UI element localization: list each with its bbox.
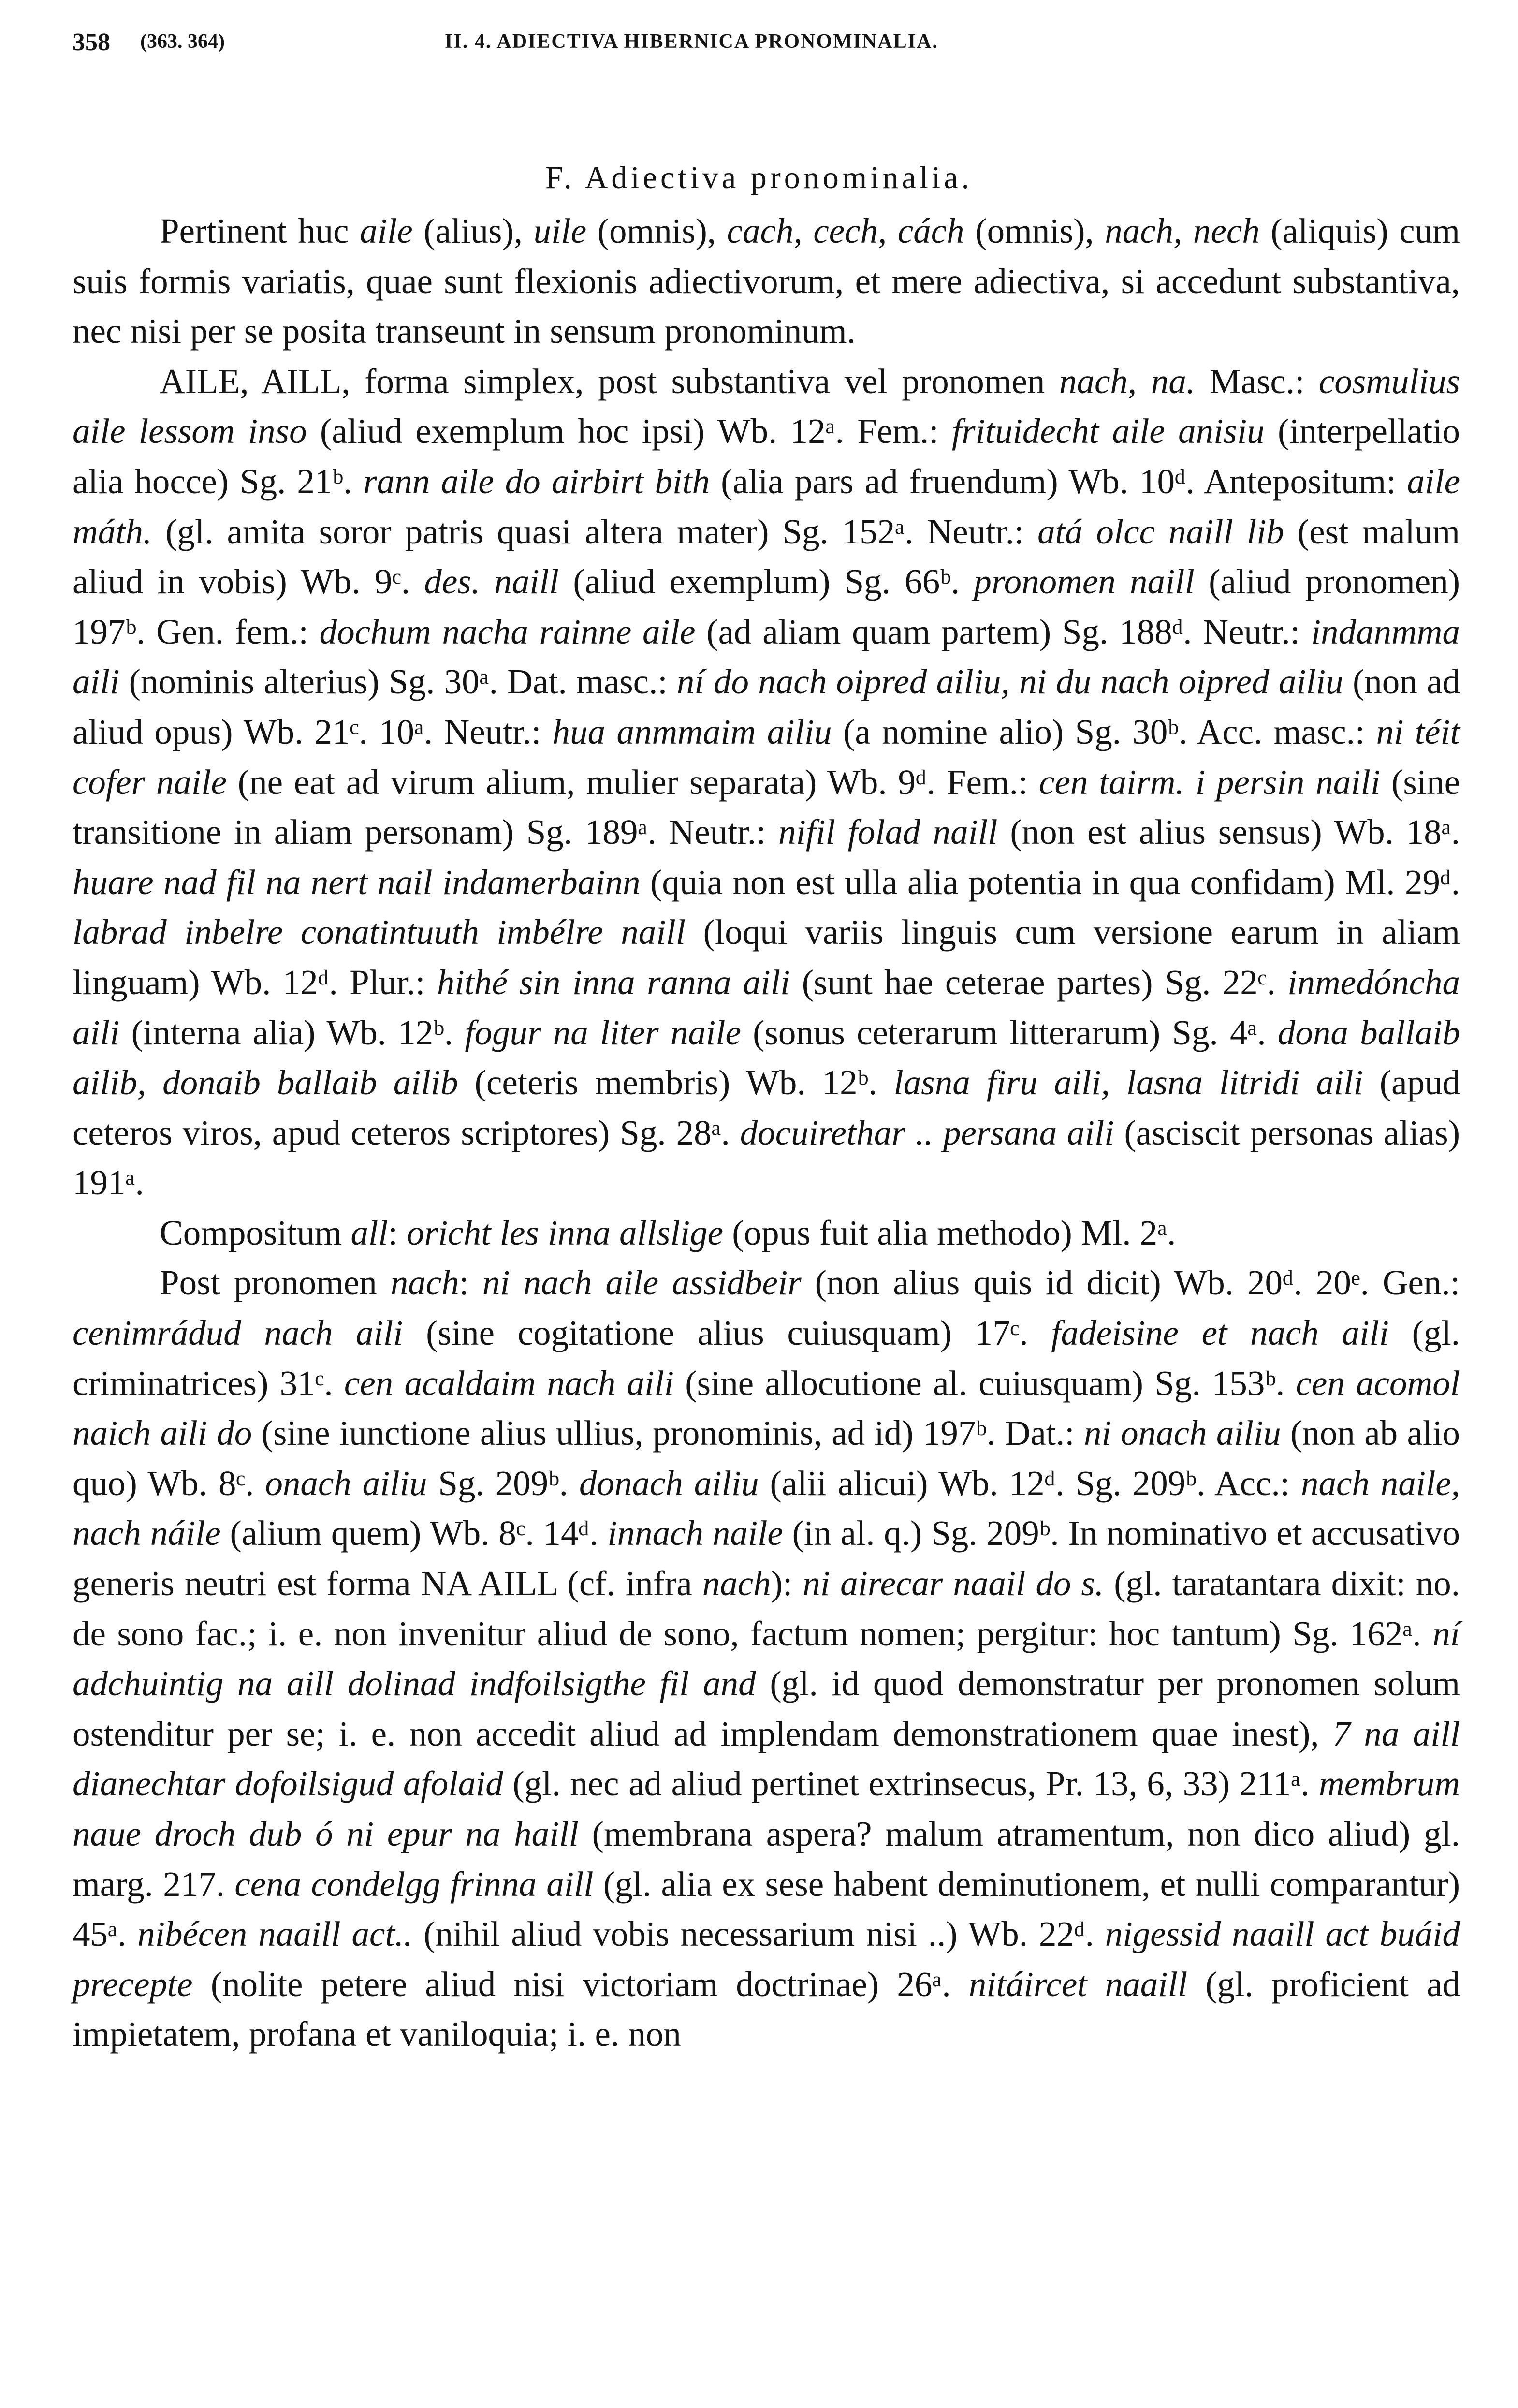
paragraph-intro: Pertinent huc aile (alius), uile (omnis), cach, cech, cách (omnis), nach, nech (aliquis) cum suis formis variatis, quae sunt flexionis adiectivorum, et mere adiectiva, si accedunt substantiva, nec nisi per se posita transeunt in sensum pronominum.	[73, 211, 1460, 351]
running-header	[73, 28, 1460, 62]
paragraph-aile-aill: AILE, AILL, forma simplex, post substantiva vel pronomen nach, na. Masc.: cosmulius aile lessom inso (aliud exemplum hoc ipsi) Wb. 12ᵃ. Fem.: frituidecht aile anisiu (interpellatio alia hocce) Sg. 21ᵇ. rann aile do airbirt bith (alia pars ad fruendum) Wb. 10ᵈ. Antepositum: aile máth. (gl. amita soror patris quasi altera mater) Sg. 152ᵃ. Neutr.: atá olcc naill lib (est malum aliud in vobis) Wb. 9ᶜ. des. naill (aliud exemplum) Sg. 66ᵇ. pronomen naill (aliud pronomen) 197ᵇ. Gen. fem.: dochum nacha rainne aile (ad aliam quam partem) Sg. 188ᵈ. Neutr.: indanmma aili (nominis alterius) Sg. 30ᵃ. Dat. masc.: ní do nach oipred ailiu, ni du nach oipred ailiu (non ad aliud opus) Wb. 21ᶜ. 10ᵃ. Neutr.: hua anmmaim ailiu (a nomine alio) Sg. 30ᵇ. Acc. masc.: ni téit cofer naile (ne eat ad virum alium, mulier separata) Wb. 9ᵈ. Fem.: cen tairm. i persin naili (sine transitione in aliam personam) Sg. 189ᵃ. Neutr.: nifil folad naill (non est alius sensus) Wb. 18ᵃ. huare nad fil na nert nail indamerbainn (quia non est ulla alia potentia in qua confidam) Ml. 29ᵈ. labrad inbelre conatintuuth imbélre naill (loqui variis linguis cum versione earum in aliam linguam) Wb. 12ᵈ. Plur.: hithé sin inna ranna aili (sunt hae ceterae partes) Sg. 22ᶜ. inmedóncha aili (interna alia) Wb. 12ᵇ. fogur na liter naile (sonus ceterarum litterarum) Sg. 4ᵃ. dona ballaib ailib, donaib ballaib ailib (ceteris membris) Wb. 12ᵇ. lasna firu aili, lasna litridi aili (apud ceteros viros, apud ceteros scriptores) Sg. 28ᵃ. docuirethar .. persana aili (asciscit personas alias) 191ᵃ.	[73, 361, 1460, 1203]
running-title: II. 4. ADIECTIVA HIBERNICA PRONOMINALIA.	[445, 30, 938, 53]
body-text	[73, 206, 1460, 2059]
section-title: F. Adiectiva pronominalia.	[545, 160, 973, 195]
paragraph-compositum: Compositum all: oricht les inna allslige (opus fuit alia methodo) Ml. 2ᵃ.	[160, 1213, 1176, 1252]
paragraph-post-nach: Post pronomen nach: ni nach aile assidbeir (non alius quis id dicit) Wb. 20ᵈ. 20ᵉ. Gen.: cenimrádud nach aili (sine cogitatione alius cuiusquam) 17ᶜ. fadeisine et nach aili (gl. criminatrices) 31ᶜ. cen acaldaim nach aili (sine allocutione al. cuiusquam) Sg. 153ᵇ. cen acomol naich aili do (sine iunctione alius ullius, pronominis, ad id) 197ᵇ. Dat.: ni onach ailiu (non ab alio quo) Wb. 8ᶜ. onach ailiu Sg. 209ᵇ. donach ailiu (alii alicui) Wb. 12ᵈ. Sg. 209ᵇ. Acc.: nach naile, nach náile (alium quem) Wb. 8ᶜ. 14ᵈ. innach naile (in al. q.) Sg. 209ᵇ. In nominativo et accusativo generis neutri est forma NA AILL (cf. infra nach): ni airecar naail do s. (gl. taratantara dixit: no. de sono fac.; i. e. non invenitur aliud de sono, factum nomen; pergitur: hoc tantum) Sg. 162ᵃ. ní adchuintig na aill dolinad indfoilsigthe fil and (gl. id quod demonstratur per pronomen solum ostenditur per se; i. e. non accedit aliud ad implendam demonstrationem quae inest), 7 na aill dianechtar dofoilsigud afolaid (gl. nec ad aliud pertinet extrinsecus, Pr. 13, 6, 33) 211ᵃ. membrum naue droch dub ó ni epur na haill (membrana aspera? malum atramentum, non dico aliud) gl. marg. 217. cena condelgg frinna aill (gl. alia ex sese habent deminutionem, et nulli comparantur) 45ᵃ. nibécen naaill act.. (nihil aliud vobis necessarium nisi ..) Wb. 22ᵈ. nigessid naaill act buáid precepte (nolite petere aliud nisi victoriam doctrinae) 26ᵃ. nitáircet naaill (gl. proficient ad impietatem, profana et vaniloquia; i. e. non	[73, 1263, 1460, 2054]
page-number: 358	[73, 29, 110, 56]
section-refs: (363. 364)	[140, 30, 225, 53]
